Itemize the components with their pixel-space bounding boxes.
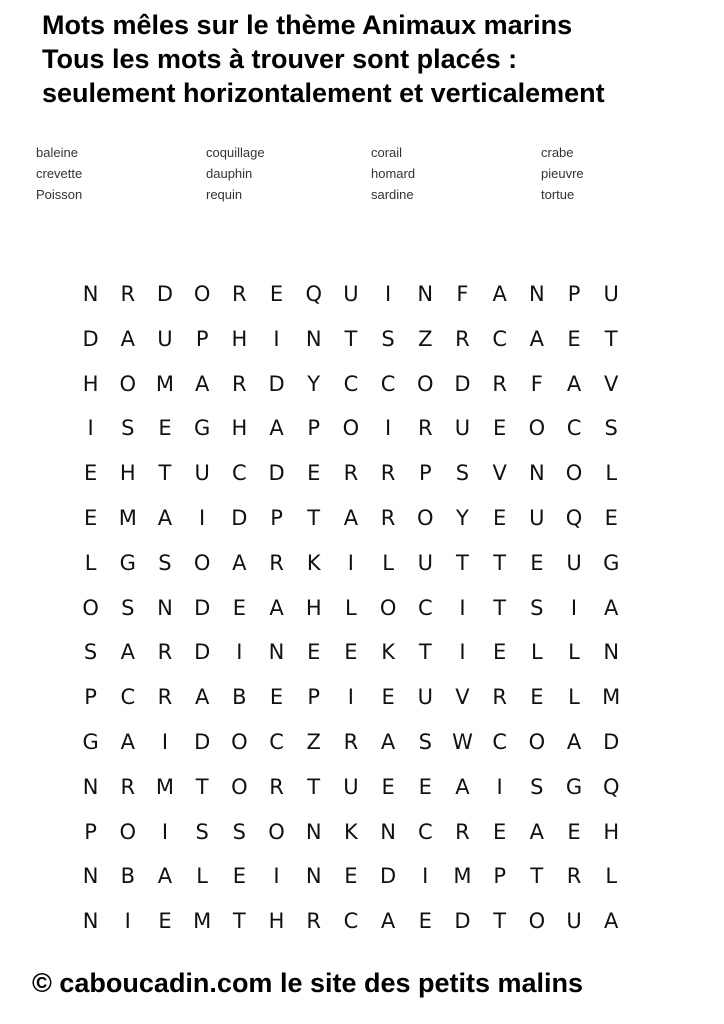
grid-cell: K xyxy=(344,819,358,844)
grid-cell: O xyxy=(231,729,248,754)
grid-cell: R xyxy=(343,461,359,486)
grid-cell: R xyxy=(380,461,396,486)
grid-cell: G xyxy=(603,550,620,575)
grid-cell: S xyxy=(530,595,544,620)
grid-cell: W xyxy=(452,729,473,754)
grid-cell: T xyxy=(344,326,358,351)
grid-cell: T xyxy=(493,550,507,575)
grid-cell: R xyxy=(417,416,433,441)
grid-cell: R xyxy=(306,909,322,934)
grid-cell: O xyxy=(379,595,397,620)
grid-cell: O xyxy=(119,371,137,396)
grid-cell: I xyxy=(422,864,429,889)
grid-cell: A xyxy=(157,864,173,889)
grid-cell: A xyxy=(269,416,284,441)
grid-cell: O xyxy=(417,505,434,530)
grid-cell: M xyxy=(193,909,212,934)
grid-cell: N xyxy=(305,819,322,844)
grid-cell: A xyxy=(566,729,582,754)
grid-cell: Z xyxy=(306,729,321,754)
grid-cell: N xyxy=(528,461,545,486)
grid-cell: G xyxy=(82,729,99,754)
word-item: dauphin xyxy=(206,166,253,181)
word-item: requin xyxy=(206,187,243,202)
grid-cell: U xyxy=(343,282,359,306)
grid-cell: L xyxy=(568,685,580,710)
grid-cell: L xyxy=(605,461,618,486)
grid-cell: E xyxy=(493,819,507,844)
grid-cell: D xyxy=(231,505,248,530)
grid-cell: U xyxy=(566,550,582,575)
grid-cell: I xyxy=(570,595,578,620)
grid-cell: A xyxy=(269,595,284,620)
grid-cell: A xyxy=(604,909,619,934)
grid-cell: A xyxy=(343,505,359,530)
grid-cell: C xyxy=(269,729,284,754)
grid-cell: I xyxy=(459,640,466,665)
grid-cell: R xyxy=(343,729,359,754)
grid-cell: C xyxy=(343,371,359,396)
grid-cell: S xyxy=(121,595,135,620)
grid-cell: U xyxy=(603,282,619,306)
grid-cell: L xyxy=(84,550,97,575)
grid-cell: D xyxy=(454,371,471,396)
grid-cell: P xyxy=(567,282,581,306)
grid-cell: U xyxy=(566,909,582,934)
grid-cell: R xyxy=(232,282,247,306)
grid-cell: I xyxy=(347,685,354,710)
grid-cell: A xyxy=(380,909,396,934)
grid-cell: L xyxy=(530,640,543,665)
grid-cell: P xyxy=(270,505,283,530)
grid-cell: Q xyxy=(305,282,322,306)
grid-cell: E xyxy=(344,864,358,889)
grid-cell: C xyxy=(492,729,507,754)
grid-cell: A xyxy=(194,685,210,710)
grid-cell: V xyxy=(455,685,470,710)
grid-cell: U xyxy=(157,326,173,351)
grid-cell: E xyxy=(493,416,507,441)
grid-cell: A xyxy=(455,774,470,799)
grid-cell: M xyxy=(118,505,137,530)
grid-cell: Q xyxy=(565,505,583,530)
grid-cell: P xyxy=(418,461,432,486)
grid-cell: R xyxy=(120,774,136,799)
grid-cell: L xyxy=(605,864,618,889)
grid-cell: P xyxy=(84,685,97,710)
grid-cell: E xyxy=(344,640,358,665)
grid-cell: P xyxy=(195,326,209,351)
title-line-1: Mots mêles sur le thème Animaux marins xyxy=(42,10,573,40)
grid-cell: U xyxy=(454,416,471,441)
grid-cell: L xyxy=(382,550,394,575)
grid-cell: R xyxy=(157,685,173,710)
grid-cell: A xyxy=(120,640,135,665)
grid-cell: A xyxy=(120,326,135,351)
grid-cell: I xyxy=(236,640,243,665)
grid-cell: E xyxy=(381,685,395,710)
grid-cell: U xyxy=(417,550,433,575)
grid-cell: E xyxy=(232,864,246,889)
grid-cell: S xyxy=(455,461,470,486)
grid-cell: E xyxy=(567,819,581,844)
grid-cell: S xyxy=(604,416,618,441)
grid-cell: O xyxy=(231,774,248,799)
letter-grid xyxy=(72,272,630,944)
grid-cell: S xyxy=(195,819,209,844)
grid-cell: E xyxy=(83,505,98,530)
grid-cell: O xyxy=(193,550,211,575)
grid-cell: A xyxy=(157,505,173,530)
word-item: corail xyxy=(371,145,403,160)
grid-cell: A xyxy=(380,729,396,754)
grid-cell: E xyxy=(604,505,618,530)
grid-cell: S xyxy=(418,729,432,754)
word-item: tortue xyxy=(541,187,575,202)
grid-cell: T xyxy=(493,909,507,934)
grid-cell: V xyxy=(604,371,619,396)
grid-cell: T xyxy=(307,774,321,799)
grid-cell: R xyxy=(157,640,173,665)
grid-cell: R xyxy=(232,371,247,396)
grid-cell: E xyxy=(307,640,321,665)
page-title xyxy=(42,8,712,110)
grid-cell: B xyxy=(120,864,135,889)
word-list xyxy=(36,142,696,205)
grid-cell: I xyxy=(87,416,94,441)
grid-cell: E xyxy=(381,774,395,799)
grid-cell: O xyxy=(417,371,434,396)
grid-cell: E xyxy=(567,326,581,351)
grid-cell: I xyxy=(199,505,206,530)
grid-cell: A xyxy=(529,326,545,351)
grid-cell: E xyxy=(418,774,432,799)
grid-cell: H xyxy=(82,371,99,396)
grid-cell: A xyxy=(529,819,545,844)
grid-cell: E xyxy=(493,505,507,530)
grid-cell: S xyxy=(121,416,135,441)
grid-cell: T xyxy=(158,461,172,486)
grid-cell: R xyxy=(269,774,284,799)
grid-cell: H xyxy=(305,595,322,620)
grid-cell: M xyxy=(155,774,175,799)
grid-cell: U xyxy=(529,505,545,530)
grid-cell: F xyxy=(456,282,469,306)
grid-cell: K xyxy=(306,550,321,575)
grid-cell: N xyxy=(603,640,620,665)
grid-cell: N xyxy=(157,595,173,620)
grid-cell: I xyxy=(273,326,280,351)
grid-cell: V xyxy=(492,461,507,486)
grid-cell: H xyxy=(231,416,248,441)
grid-cell: N xyxy=(305,864,322,889)
grid-cell: S xyxy=(381,326,395,351)
grid-cell: R xyxy=(269,550,284,575)
grid-cell: T xyxy=(604,326,618,351)
grid-cell: D xyxy=(380,864,397,889)
grid-cell: C xyxy=(417,595,433,620)
grid-cell: U xyxy=(194,461,210,486)
grid-cell: N xyxy=(268,640,285,665)
grid-cell: I xyxy=(496,774,503,799)
grid-cell: A xyxy=(492,282,507,306)
grid-cell: H xyxy=(231,326,248,351)
word-item: homard xyxy=(371,166,416,181)
grid-cell: H xyxy=(268,909,285,934)
grid-cell: I xyxy=(384,416,392,441)
grid-cell: O xyxy=(119,819,137,844)
grid-cell: P xyxy=(307,416,321,441)
grid-cell: P xyxy=(493,864,506,889)
grid-cell: E xyxy=(418,909,432,934)
grid-cell: A xyxy=(566,371,582,396)
grid-cell: N xyxy=(82,909,99,934)
grid-cell: P xyxy=(84,819,97,844)
grid-cell: L xyxy=(196,864,208,889)
grid-cell: U xyxy=(417,685,433,710)
grid-cell: E xyxy=(530,685,544,710)
grid-cell: T xyxy=(456,550,469,575)
grid-cell: N xyxy=(417,282,434,306)
grid-cell: N xyxy=(82,282,99,306)
grid-cell: F xyxy=(530,371,543,396)
grid-cell: Q xyxy=(602,774,620,799)
grid-cell: D xyxy=(268,371,285,396)
grid-cell: O xyxy=(528,909,546,934)
grid-cell: G xyxy=(565,774,583,799)
grid-cell: A xyxy=(194,371,210,396)
grid-cell: E xyxy=(232,595,246,620)
grid-cell: E xyxy=(269,685,284,710)
word-item: crabe xyxy=(541,145,574,160)
title-line-2: Tous les mots à trouver sont placés : xyxy=(42,44,518,74)
grid-cell: K xyxy=(381,640,395,665)
grid-cell: I xyxy=(347,550,354,575)
grid-cell: C xyxy=(232,461,247,486)
grid-cell: I xyxy=(124,909,131,934)
word-item: pieuvre xyxy=(541,166,584,181)
grid-cell: D xyxy=(454,909,471,934)
word-item: coquillage xyxy=(206,145,265,160)
grid-cell: N xyxy=(305,326,322,351)
grid-cell: O xyxy=(268,819,285,844)
grid-cell: I xyxy=(161,819,169,844)
grid-cell: C xyxy=(566,416,582,441)
grid-cell: T xyxy=(493,595,507,620)
grid-cell: R xyxy=(455,819,470,844)
grid-cell: I xyxy=(273,864,280,889)
grid-cell: S xyxy=(232,819,247,844)
grid-cell: L xyxy=(568,640,580,665)
grid-cell: S xyxy=(158,550,172,575)
grid-cell: Y xyxy=(307,371,321,396)
word-item: baleine xyxy=(36,145,78,160)
grid-cell: B xyxy=(232,685,247,710)
grid-cell: R xyxy=(455,326,470,351)
grid-cell: H xyxy=(119,461,136,486)
grid-cell: G xyxy=(194,416,211,441)
grid-cell: C xyxy=(343,909,359,934)
grid-cell: R xyxy=(566,864,582,889)
grid-cell: O xyxy=(342,416,360,441)
grid-cell: D xyxy=(268,461,285,486)
grid-cell: D xyxy=(194,729,211,754)
grid-cell: R xyxy=(120,282,136,306)
grid-cell: O xyxy=(82,595,99,620)
title-line-3: seulement horizontalement et verticalement xyxy=(42,78,605,108)
grid-cell: I xyxy=(384,282,392,306)
grid-cell: E xyxy=(530,550,544,575)
word-item: Poisson xyxy=(36,187,83,202)
grid-cell: E xyxy=(493,640,507,665)
grid-cell: I xyxy=(161,729,169,754)
grid-cell: G xyxy=(119,550,136,575)
grid-cell: E xyxy=(158,416,172,441)
grid-cell: S xyxy=(530,774,544,799)
grid-cell: Z xyxy=(418,326,433,351)
grid-cell: A xyxy=(604,595,619,620)
grid-cell: S xyxy=(83,640,98,665)
word-item: crevette xyxy=(36,166,83,181)
grid-cell: D xyxy=(603,729,620,754)
grid-cell: M xyxy=(155,371,175,396)
grid-cell: N xyxy=(82,864,99,889)
grid-cell: A xyxy=(232,550,247,575)
grid-cell: D xyxy=(194,595,211,620)
grid-cell: O xyxy=(528,416,546,441)
grid-cell: D xyxy=(82,326,99,351)
grid-cell: T xyxy=(530,864,544,889)
grid-cell: N xyxy=(380,819,396,844)
grid-cell: P xyxy=(307,685,321,710)
grid-cell: I xyxy=(459,595,466,620)
grid-cell: T xyxy=(232,909,246,934)
grid-cell: M xyxy=(602,685,621,710)
word-item: sardine xyxy=(371,187,414,202)
grid-cell: C xyxy=(492,326,507,351)
grid-cell: H xyxy=(603,819,620,844)
grid-cell: T xyxy=(418,640,432,665)
grid-cell: M xyxy=(453,864,472,889)
grid-cell: U xyxy=(343,774,359,799)
grid-cell: A xyxy=(120,729,135,754)
grid-cell: E xyxy=(307,461,321,486)
grid-cell: O xyxy=(528,729,546,754)
grid-cell: O xyxy=(565,461,583,486)
grid-cell: N xyxy=(528,282,545,306)
grid-cell: L xyxy=(345,595,357,620)
grid-cell: T xyxy=(195,774,209,799)
grid-cell: C xyxy=(380,371,396,396)
grid-cell: R xyxy=(492,685,507,710)
grid-cell: C xyxy=(417,819,433,844)
grid-cell: C xyxy=(120,685,136,710)
grid-cell: R xyxy=(380,505,396,530)
grid-cell: D xyxy=(194,640,211,665)
grid-cell: E xyxy=(158,909,172,934)
grid-cell: Y xyxy=(456,505,469,530)
grid-cell: E xyxy=(83,461,98,486)
grid-cell: E xyxy=(269,282,284,306)
grid-cell: D xyxy=(156,282,174,306)
grid-cell: R xyxy=(492,371,507,396)
footer-credit: © caboucadin.com le site des petits malins xyxy=(32,968,584,998)
grid-cell: T xyxy=(307,505,321,530)
grid-cell: N xyxy=(82,774,99,799)
grid-cell: O xyxy=(193,282,211,306)
